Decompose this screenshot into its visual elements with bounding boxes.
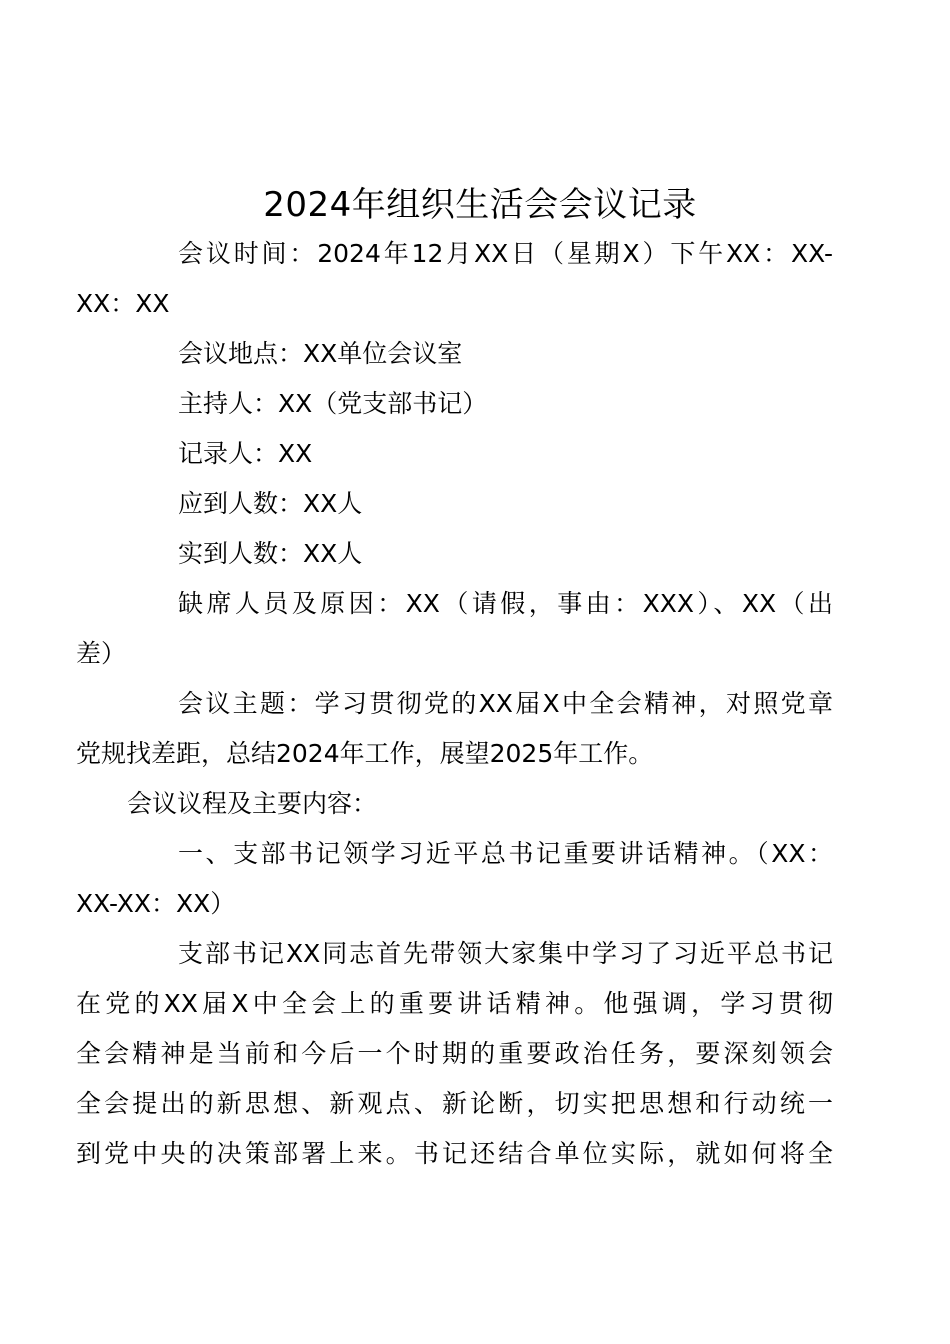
body-line-4: 全会提出的新思想、新观点、新论断，切实把思想和行动统一 [76, 1089, 833, 1118]
agenda-item-1-line-2: XX-XX：XX） [76, 889, 236, 918]
meeting-time-line-2: XX：XX [76, 289, 170, 318]
expected-attendance: 应到人数：XX人 [178, 489, 363, 518]
body-line-5: 到党中央的决策部署上来。书记还结合单位实际，就如何将全 [76, 1139, 833, 1168]
body-line-1: 支部书记XX同志首先带领大家集中学习了习近平总书记 [178, 939, 833, 968]
meeting-theme-line-1: 会议主题：学习贯彻党的XX届X中全会精神，对照党章 [178, 689, 833, 718]
meeting-time-line-1: 会议时间：2024年12月XX日（星期X）下午XX：XX- [178, 239, 833, 268]
absent-members [76, 579, 833, 679]
document-title: 2024年组织生活会会议记录 [263, 185, 697, 225]
document-body [76, 229, 833, 1179]
absent-members-line-1: 缺席人员及原因：XX（请假，事由：XXX）、XX（出 [178, 589, 833, 618]
body-line-3: 全会精神是当前和今后一个时期的重要政治任务，要深刻领会 [76, 1039, 833, 1068]
meeting-theme-line-2: 党规找差距，总结2024年工作，展望2025年工作。 [76, 739, 654, 768]
absent-members-line-2: 差） [76, 639, 127, 668]
agenda-heading: 会议议程及主要内容： [127, 789, 378, 818]
meeting-location: 会议地点：XX单位会议室 [178, 339, 463, 368]
meeting-host: 主持人：XX（党支部书记） [178, 389, 488, 418]
meeting-theme [76, 679, 833, 779]
meeting-time [76, 229, 833, 329]
agenda-item-1-line-1: 一、支部书记领学习近平总书记重要讲话精神。（XX： [178, 839, 833, 868]
meeting-recorder: 记录人：XX [178, 439, 313, 468]
body-line-2: 在党的XX届X中全会上的重要讲话精神。他强调，学习贯彻 [76, 989, 833, 1018]
actual-attendance: 实到人数：XX人 [178, 539, 363, 568]
agenda-item-1-body [76, 929, 833, 1179]
agenda-item-1 [76, 829, 833, 929]
